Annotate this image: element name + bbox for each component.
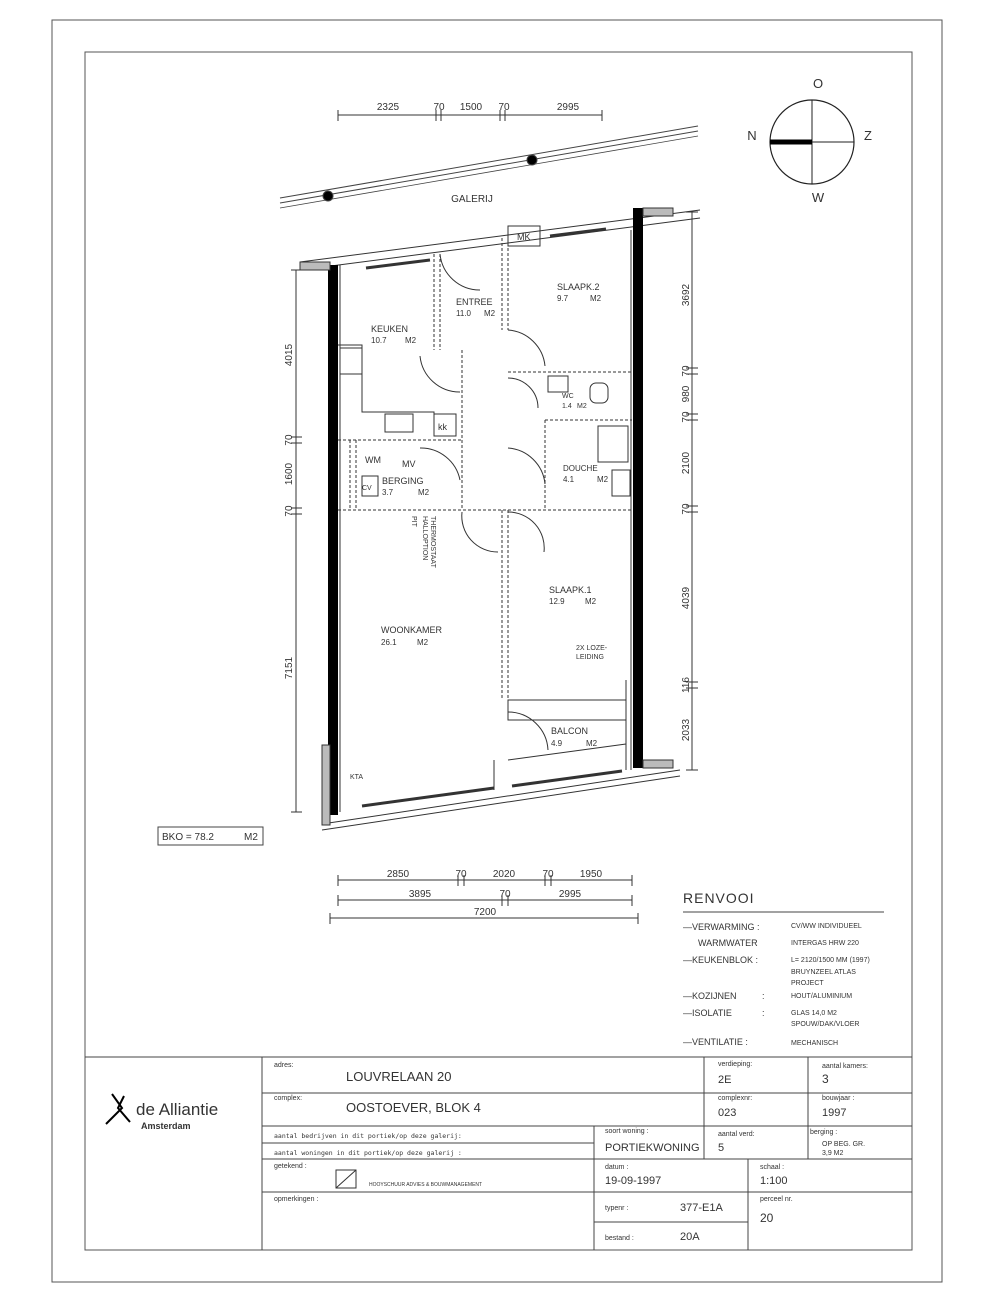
room-balcon-area: 4.9: [551, 739, 563, 748]
getekend-company: HOOYSCHUUR ADVIES & BOUWMANAGEMENT: [369, 1182, 483, 1188]
room-berging-name: BERGING: [382, 476, 424, 486]
room-slaapk1-area: 12.9: [549, 597, 565, 606]
renvooi-title: RENVOOI: [683, 890, 755, 906]
complex-label: complex:: [274, 1095, 303, 1102]
room-labels: [371, 282, 609, 748]
compass: [747, 76, 872, 205]
dim-right-7: 4039: [681, 586, 692, 610]
verd-value: 5: [718, 1142, 725, 1154]
compass-north: N: [747, 128, 757, 143]
room-woonkamer-name: WOONKAMER: [381, 625, 443, 635]
star-logo-icon: [106, 1094, 130, 1124]
bouwjaar-value: 1997: [822, 1107, 847, 1119]
room-slaapk1-unit: M2: [585, 597, 597, 606]
bko-label: BKO = 78.2: [162, 832, 214, 843]
title-block-text: [274, 1061, 868, 1243]
de-alliantie-logo: [106, 1094, 218, 1131]
schaal-label: schaal :: [760, 1164, 785, 1171]
dim-right-9: 2033: [681, 718, 692, 742]
verd-label: aantal verd:: [718, 1131, 755, 1138]
logo-name: de Alliantie: [136, 1100, 219, 1119]
fixture-thermostaat: THERMOSTAAT: [429, 516, 436, 568]
opmerkingen-label: opmerkingen :: [274, 1196, 319, 1203]
renvooi-key-3: —KEUKENBLOK :: [683, 955, 759, 965]
fixture-mv: MV: [402, 459, 416, 469]
renvooi-value-6: MECHANISCH: [791, 1040, 839, 1047]
inner-frame: [85, 52, 912, 1250]
room-woonkamer-area: 26.1: [381, 638, 397, 647]
fixture-kta: KTA: [350, 774, 364, 781]
dim-left-4: 70: [284, 505, 295, 517]
renvooi-value-4: HOUT/ALUMINIUM: [791, 993, 853, 1000]
dim-top-3: 1500: [459, 102, 483, 113]
room-slaapk2-unit: M2: [590, 294, 602, 303]
room-douche-name: DOUCHE: [563, 464, 598, 473]
soort-value: PORTIEKWONING: [605, 1142, 700, 1154]
dim-right-4: 70: [681, 411, 692, 423]
bko-unit: M2: [244, 832, 258, 843]
fixture-halloption: HALLOPTION: [421, 516, 428, 561]
room-slaapk2-area: 9.7: [557, 294, 569, 303]
fixture-loze-2: LEIDING: [576, 654, 605, 661]
renvooi-key-2: WARMWATER: [698, 938, 758, 948]
berging-label: berging :: [810, 1129, 838, 1136]
room-wc-name: WC: [562, 393, 574, 400]
complex-value: OOSTOEVER, BLOK 4: [346, 1100, 481, 1115]
renvooi-key-5: —ISOLATIE: [683, 1008, 732, 1018]
room-slaapk1-name: SLAAPK.1: [549, 585, 592, 595]
compass-east: O: [812, 76, 824, 91]
dim-right-1: 3692: [681, 283, 692, 307]
fixture-kk: kk: [438, 422, 447, 432]
room-balcon-name: BALCON: [551, 726, 589, 736]
schaal-value: 1:100: [760, 1175, 788, 1187]
logo-city: Amsterdam: [141, 1121, 191, 1131]
renvooi-legend: [683, 890, 884, 1047]
dim-bottom-7: 70: [499, 889, 511, 900]
renvooi-key-1: —VERWARMING :: [683, 922, 760, 932]
getekend-label: getekend :: [274, 1163, 307, 1170]
renvooi-key-6: —VENTILATIE :: [683, 1037, 748, 1047]
fixture-loze-1: 2X LOZE-: [576, 645, 608, 652]
apartment-walls: [300, 208, 700, 830]
dim-bottom-1: 2850: [386, 869, 410, 880]
berging-value-2: 3,9 M2: [822, 1150, 844, 1157]
renvooi-sep-5: :: [762, 1008, 765, 1018]
compass-south: Z: [864, 128, 872, 143]
dim-right-6: 70: [681, 503, 692, 515]
adres-label: adres:: [274, 1062, 294, 1069]
gallery-label: GALERIJ: [451, 194, 493, 205]
bedrijven-label: aantal bedrijven in dit portiek/op deze galerij:: [274, 1132, 462, 1140]
renvooi-value-5b: SPOUW/DAK/VLOER: [791, 1021, 860, 1028]
renvooi-value-3: L= 2120/1500 MM (1997): [791, 957, 870, 964]
renvooi-value-1: CV/WW INDIVIDUEEL: [791, 923, 862, 930]
renvooi-value-5: GLAS 14,0 M2: [791, 1010, 837, 1017]
renvooi-sep-4: :: [762, 991, 765, 1001]
dim-right-8: 116: [681, 677, 692, 693]
kamers-label: aantal kamers:: [822, 1063, 868, 1070]
dim-top-4: 70: [498, 102, 510, 113]
datum-label: datum :: [605, 1164, 629, 1171]
bestand-label: bestand :: [605, 1235, 634, 1242]
fixture-wm: WM: [365, 455, 381, 465]
room-keuken-area: 10.7: [371, 336, 387, 345]
complexnr-value: 023: [718, 1107, 737, 1119]
dim-bottom-3: 2020: [492, 869, 516, 880]
room-berging-unit: M2: [418, 488, 430, 497]
dim-right-3: 980: [681, 385, 692, 403]
perceel-label: perceel nr.: [760, 1196, 793, 1203]
room-slaapk2-name: SLAAPK.2: [557, 282, 600, 292]
dim-left-2: 70: [284, 434, 295, 446]
typenr-value: 377-E1A: [680, 1202, 723, 1214]
bestand-value: 20A: [680, 1231, 700, 1243]
verdieping-label: verdieping:: [718, 1061, 753, 1068]
dim-right-5: 2100: [681, 451, 692, 475]
kamers-value: 3: [822, 1072, 829, 1086]
room-berging-area: 3.7: [382, 488, 394, 497]
dim-bottom-2: 70: [455, 869, 467, 880]
fixture-cv: CV: [362, 485, 372, 492]
dim-top-1: 2325: [376, 102, 400, 113]
room-wc-area: 1.4: [562, 403, 572, 410]
title-block: [85, 1057, 912, 1250]
room-douche-area: 4.1: [563, 475, 575, 484]
dim-top-2: 70: [433, 102, 445, 113]
dim-bottom-total: 7200: [473, 907, 497, 918]
renvooi-value-3c: PROJECT: [791, 980, 824, 987]
dim-right-2: 70: [681, 365, 692, 377]
renvooi-key-4: —KOZIJNEN: [683, 991, 737, 1001]
complexnr-label: complexnr:: [718, 1095, 753, 1102]
room-entree-unit: M2: [484, 309, 496, 318]
drafter-logo-icon: [336, 1170, 356, 1188]
dim-bottom-5: 1950: [579, 869, 603, 880]
room-wc-unit: M2: [577, 403, 587, 410]
fixture-pit: PIT: [410, 516, 417, 527]
room-balcon-unit: M2: [586, 739, 598, 748]
room-douche-unit: M2: [597, 475, 609, 484]
dim-bottom-4: 70: [542, 869, 554, 880]
berging-value-1: OP BEG. GR.: [822, 1141, 866, 1148]
dim-left-5: 7151: [284, 656, 295, 680]
dim-bottom-6: 3895: [408, 889, 432, 900]
datum-value: 19-09-1997: [605, 1175, 662, 1187]
room-keuken-unit: M2: [405, 336, 417, 345]
soort-label: soort woning :: [605, 1128, 649, 1135]
woningen-label: aantal woningen in dit portiek/op deze galerij :: [274, 1149, 462, 1157]
dim-bottom-8: 2995: [558, 889, 582, 900]
perceel-value: 20: [760, 1211, 774, 1225]
compass-west: W: [811, 190, 825, 205]
room-entree-name: ENTREE: [456, 297, 493, 307]
dim-left-1: 4015: [284, 343, 295, 367]
dim-left-3: 1600: [284, 462, 295, 486]
fixture-labels: [350, 232, 608, 781]
adres-value: LOUVRELAAN 20: [346, 1069, 452, 1084]
room-woonkamer-unit: M2: [417, 638, 429, 647]
dim-top-5: 2995: [556, 102, 580, 113]
typenr-label: typenr :: [605, 1205, 629, 1212]
renvooi-value-3b: BRUYNZEEL ATLAS: [791, 969, 856, 976]
renvooi-value-2: INTERGAS HRW 220: [791, 940, 859, 947]
verdieping-value: 2E: [718, 1074, 732, 1086]
fixture-mk: MK: [517, 232, 531, 242]
bouwjaar-label: bouwjaar :: [822, 1095, 855, 1102]
room-keuken-name: KEUKEN: [371, 324, 409, 334]
room-entree-area: 11.0: [456, 309, 471, 318]
